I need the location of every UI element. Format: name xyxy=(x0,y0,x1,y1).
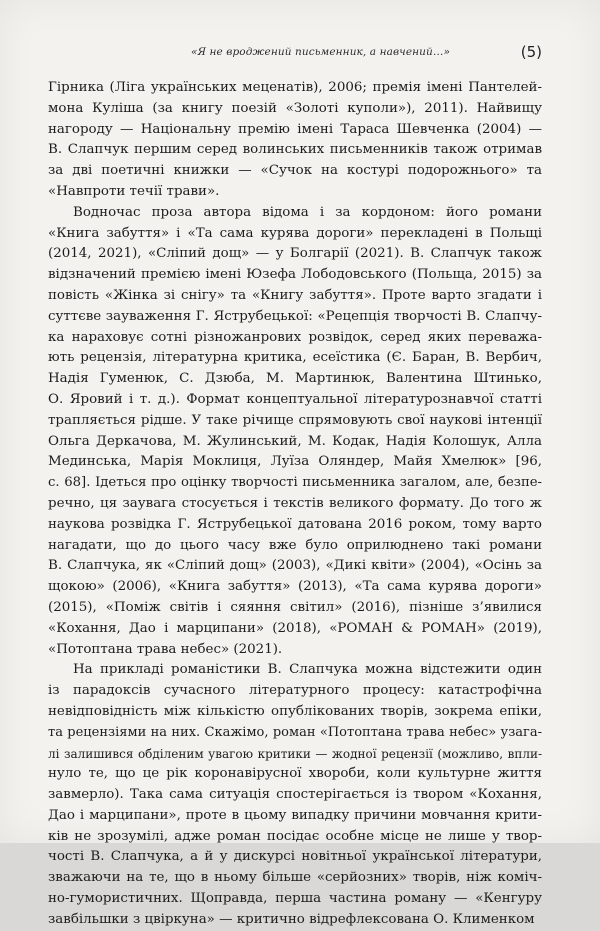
text-line: із парадоксів сучасного літературного процесу: катастрофічна xyxy=(48,683,542,699)
text-line: відзначений премією імені Юзефа Лободовського (Польща, 2015) за xyxy=(48,267,542,283)
text-line: наукова розвідка Г. Яструбецької датована 2016 роком, тому варто xyxy=(48,516,542,532)
text-line: чості В. Слапчука, а й у дискурсі новітньої української літератури, xyxy=(48,849,542,865)
text-line: ють рецензія, літературна критика, есеїстика (Є. Баран, В. Вербич, xyxy=(48,350,542,366)
text-line: «Навпроти течії трави». xyxy=(48,183,220,199)
text-line: завмерло). Така сама ситуація спостерігається із твором «Кохання, xyxy=(48,787,542,803)
text-line: (2015), «Поміж світів і сяяння світил» (2016), пізніше з’явилися xyxy=(48,599,542,615)
running-title: «Я не вроджений письменник, а навчений…» xyxy=(190,46,450,58)
text-line: но-гумористичних. Щоправда, перша частина роману — «Кенгуру xyxy=(48,891,542,907)
page-number: (5) xyxy=(520,43,542,61)
text-line: «Книга забуття» і «Та сама курява дороги» перекладені в Польщі xyxy=(48,225,542,241)
text-line: Надія Гуменюк, С. Дзюба, М. Мартинюк, Валентина Штинько, xyxy=(48,371,542,387)
text-line: «Потоптана трава небес» (2021). xyxy=(48,641,283,657)
paragraph xyxy=(48,203,542,661)
text-line: щокою» (2006), «Книга забуття» (2013), «Та сама курява дороги» xyxy=(48,579,542,595)
text-line: та рецензіями на них. Скажімо, роман «Потоптана трава небес» узага- xyxy=(48,724,542,740)
text-line: Дао і марципани», проте в цьому випадку причини мовчання крити- xyxy=(48,807,542,823)
text-line: ків не зрозумілі, адже роман посідає особне місце не лише у твор- xyxy=(48,828,542,844)
running-header xyxy=(48,44,542,64)
text-line: за дві поетичні книжки — «Сучок на костурі подорожнього» та xyxy=(48,163,542,179)
text-line: нуло те, що це рік коронавірусної хвороби, коли культурне життя xyxy=(48,766,542,782)
text-line: Ольга Деркачова, М. Жулинський, М. Кодак, Надія Колошук, Алла xyxy=(48,433,542,449)
text-line: На прикладі романістики В. Слапчука можна відстежити один xyxy=(73,662,542,678)
text-line: О. Яровий і т. д.). Формат концептуальної літературознавчої статті xyxy=(48,391,542,407)
text-line: лі залишився обділеним увагою критики — жодної рецензії (можливо, впли- xyxy=(48,746,542,761)
text-line: нагадати, що до цього часу вже було оприлюднено такі романи xyxy=(48,537,542,553)
text-line: невідповідність між кількістю опублікованих творів, зокрема епіки, xyxy=(48,703,542,719)
text-line: (2014, 2021), «Сліпий дощ» — у Болгарії (2021). В. Слапчук також xyxy=(48,246,542,262)
text-line: Водночас проза автора відома і за кордоном: його романи xyxy=(73,204,542,220)
text-line: с. 68]. Ідеться про оцінку творчості письменника загалом, але, безпе- xyxy=(48,475,542,491)
text-line: суттєве зауваження Г. Яструбецької: «Рецепція творчості В. Слапчу- xyxy=(48,308,542,324)
text-line: мона Куліша (за книгу поезій «Золоті куполи»), 2011). Найвищу xyxy=(48,100,542,116)
text-line: трапляється рідше. У таке річище спрямовують свої наукові інтенції xyxy=(48,412,542,428)
text-line: Мединська, Марія Моклиця, Луїза Оляндер, Майя Хмелюк» [96, xyxy=(48,454,542,470)
text-line: речно, ця заувага стосується і текстів великого формату. До того ж xyxy=(48,495,542,511)
body-text xyxy=(48,78,542,931)
paragraph xyxy=(48,660,542,930)
text-line: зважаючи на те, що в ньому більше «серйозних» творів, ніж коміч- xyxy=(48,870,542,886)
text-line: ка нараховує сотні різножанрових розвідок, серед яких переважа- xyxy=(48,329,542,345)
text-line: «Кохання, Дао і марципани» (2018), «РОМАН & РОМАН» (2019), xyxy=(48,620,542,636)
text-line: В. Слапчука, як «Сліпий дощ» (2003), «Дикі квіти» (2004), «Осінь за xyxy=(48,558,542,574)
text-line: повість «Жінка зі снігу» та «Книгу забуття». Проте варто згадати і xyxy=(48,287,542,303)
text-line: Гірника (Ліга українських меценатів), 2006; премія імені Пантелей- xyxy=(48,80,542,95)
text-line: В. Слапчук першим серед волинських письменників також отримав xyxy=(48,142,542,158)
text-line: нагороду — Національну премію імені Тараса Шевченка (2004) — xyxy=(48,121,542,137)
text-line: завбільшки з цвіркуна» — критично відрефлексована О. Клименком xyxy=(48,911,535,927)
paragraph xyxy=(48,78,542,203)
